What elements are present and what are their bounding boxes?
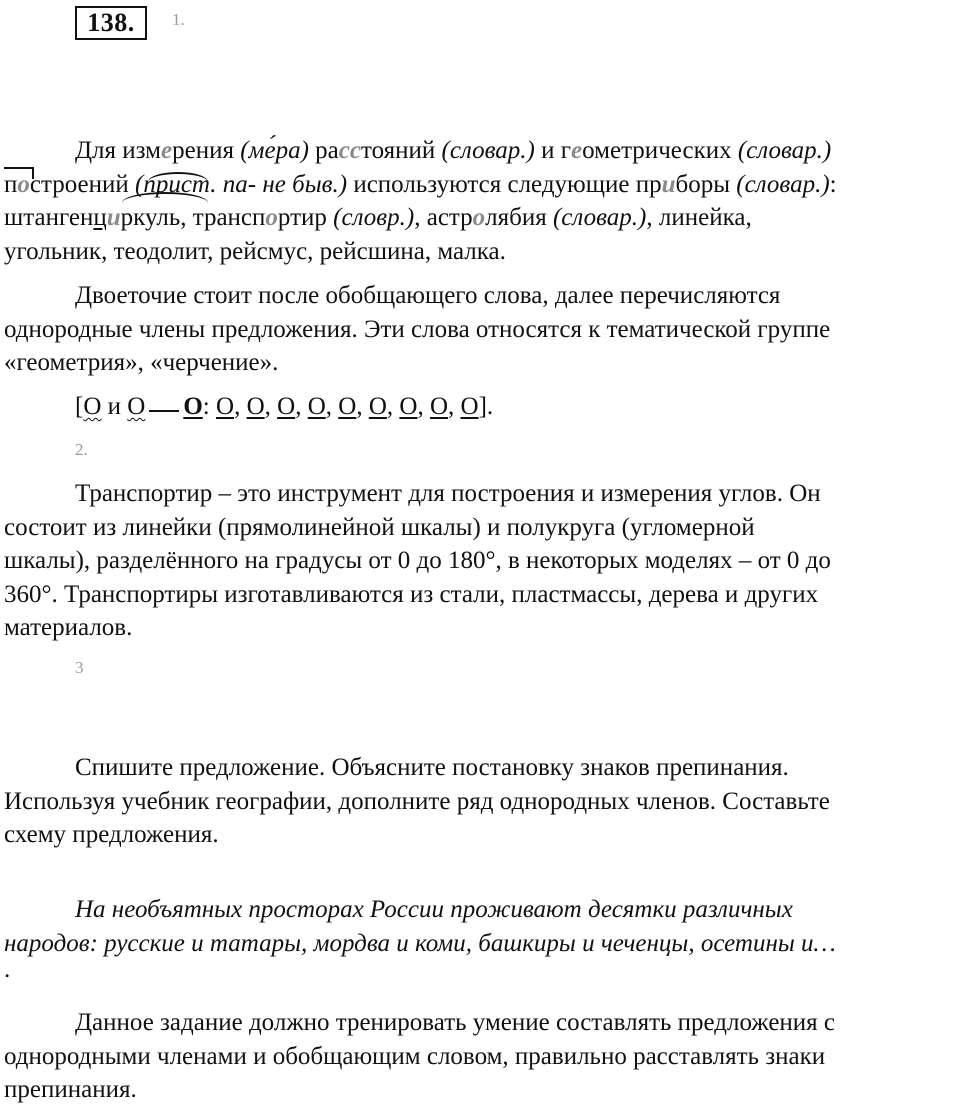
scheme-member: О [429,393,448,420]
para2-line-3: «геометрия», «черчение». [4,349,279,376]
exercise-number: 138. [75,6,147,40]
sentence-scheme [4,390,960,424]
paragraph-2 [4,279,960,380]
scheme-generalizing-word: О [183,393,203,420]
para6-line-2: однородными членами и обобщающим словом, правильно расставлять знаки [4,1042,826,1070]
scheme-predicate-gap [149,400,179,412]
para5-line-1: На необъятных просторах России проживают десятки различных [75,896,793,923]
para3-line-3: шкалы), разделённого на градусы от 0 до 180°, в некоторых моделях – от 0 до [4,547,831,574]
para1-line-2: построений (прист. па- не быв.) используются следующие приборы (словар.): [4,170,837,198]
scheme-comma: , [264,393,278,420]
para1-line-3: штангенциркуль, транспортир (словр.), астролябия (словар.), линейка, [4,204,752,231]
scheme-comma: , [386,393,400,420]
paragraph-6 [4,1006,960,1107]
scheme-member: О [460,393,479,420]
section-1-label: 1. [172,10,185,29]
section-2-label: 2. [75,440,88,459]
section-3-label: 3 [75,658,84,677]
scheme-line: [О и О О: О, О, О, О, О, О, О, О, О]. [75,393,494,420]
para2-line-2: однородные члены предложения. Эти слова относятся к тематической группе [4,315,831,343]
scheme-member: О [338,393,357,420]
scheme-items [216,393,479,420]
para6-line-3: препинания. [4,1076,137,1103]
scheme-comma: , [234,393,247,420]
scheme-subject-2: О [127,393,146,420]
para3-line-1: Транспортир – это инструмент для построения и измерения углов. Он [75,480,821,507]
scheme-comma: , [325,393,339,420]
para1-line-1: Для измерения (ме́ра) расстояний (словар.) и геометрических (словар.) [75,137,832,164]
para4-line-2: Используя учебник географии, дополните ряд однородных членов. Составьте [4,787,830,815]
paragraph-3 [4,477,960,645]
scheme-member: О [399,393,418,420]
scheme-member: О [307,393,326,420]
paragraph-5 [4,893,960,983]
paragraph-1 [4,134,960,268]
para3-line-2: состоит из линейки (прямолинейной шкалы) и полукруга (угломерной [4,513,755,541]
para4-line-3: схему предложения. [4,821,219,848]
scheme-member: О [368,393,387,420]
scheme-member: О [216,393,235,420]
scheme-comma: , [417,393,430,420]
scheme-member: О [246,393,265,420]
para1-line-4: угольник, теодолит, рейсмус, рейсшина, малка. [4,237,506,265]
para5-line-2: народов: русские и татары, мордва и коми, башкиры и чеченцы, осетины и… [4,929,836,957]
scheme-member: О [277,393,296,420]
scheme-comma: , [356,393,369,420]
para5-line-3: . [4,956,11,983]
para3-line-4: 360°. Транспортиры изготавливаются из стали, пластмассы, дерева и других [4,580,819,608]
para6-line-1: Данное задание должно тренировать умение составлять предложения с [75,1009,836,1036]
para2-line-1: Двоеточие стоит после обобщающего слова, далее перечисляются [75,282,781,309]
scheme-comma: , [295,393,308,420]
scheme-subject-1: О [83,393,102,420]
para4-line-1: Спишите предложение. Объясните постановку знаков препинания. [75,754,789,781]
paragraph-4 [4,751,960,852]
para3-line-5: материалов. [4,614,133,641]
scheme-comma: , [448,393,461,420]
